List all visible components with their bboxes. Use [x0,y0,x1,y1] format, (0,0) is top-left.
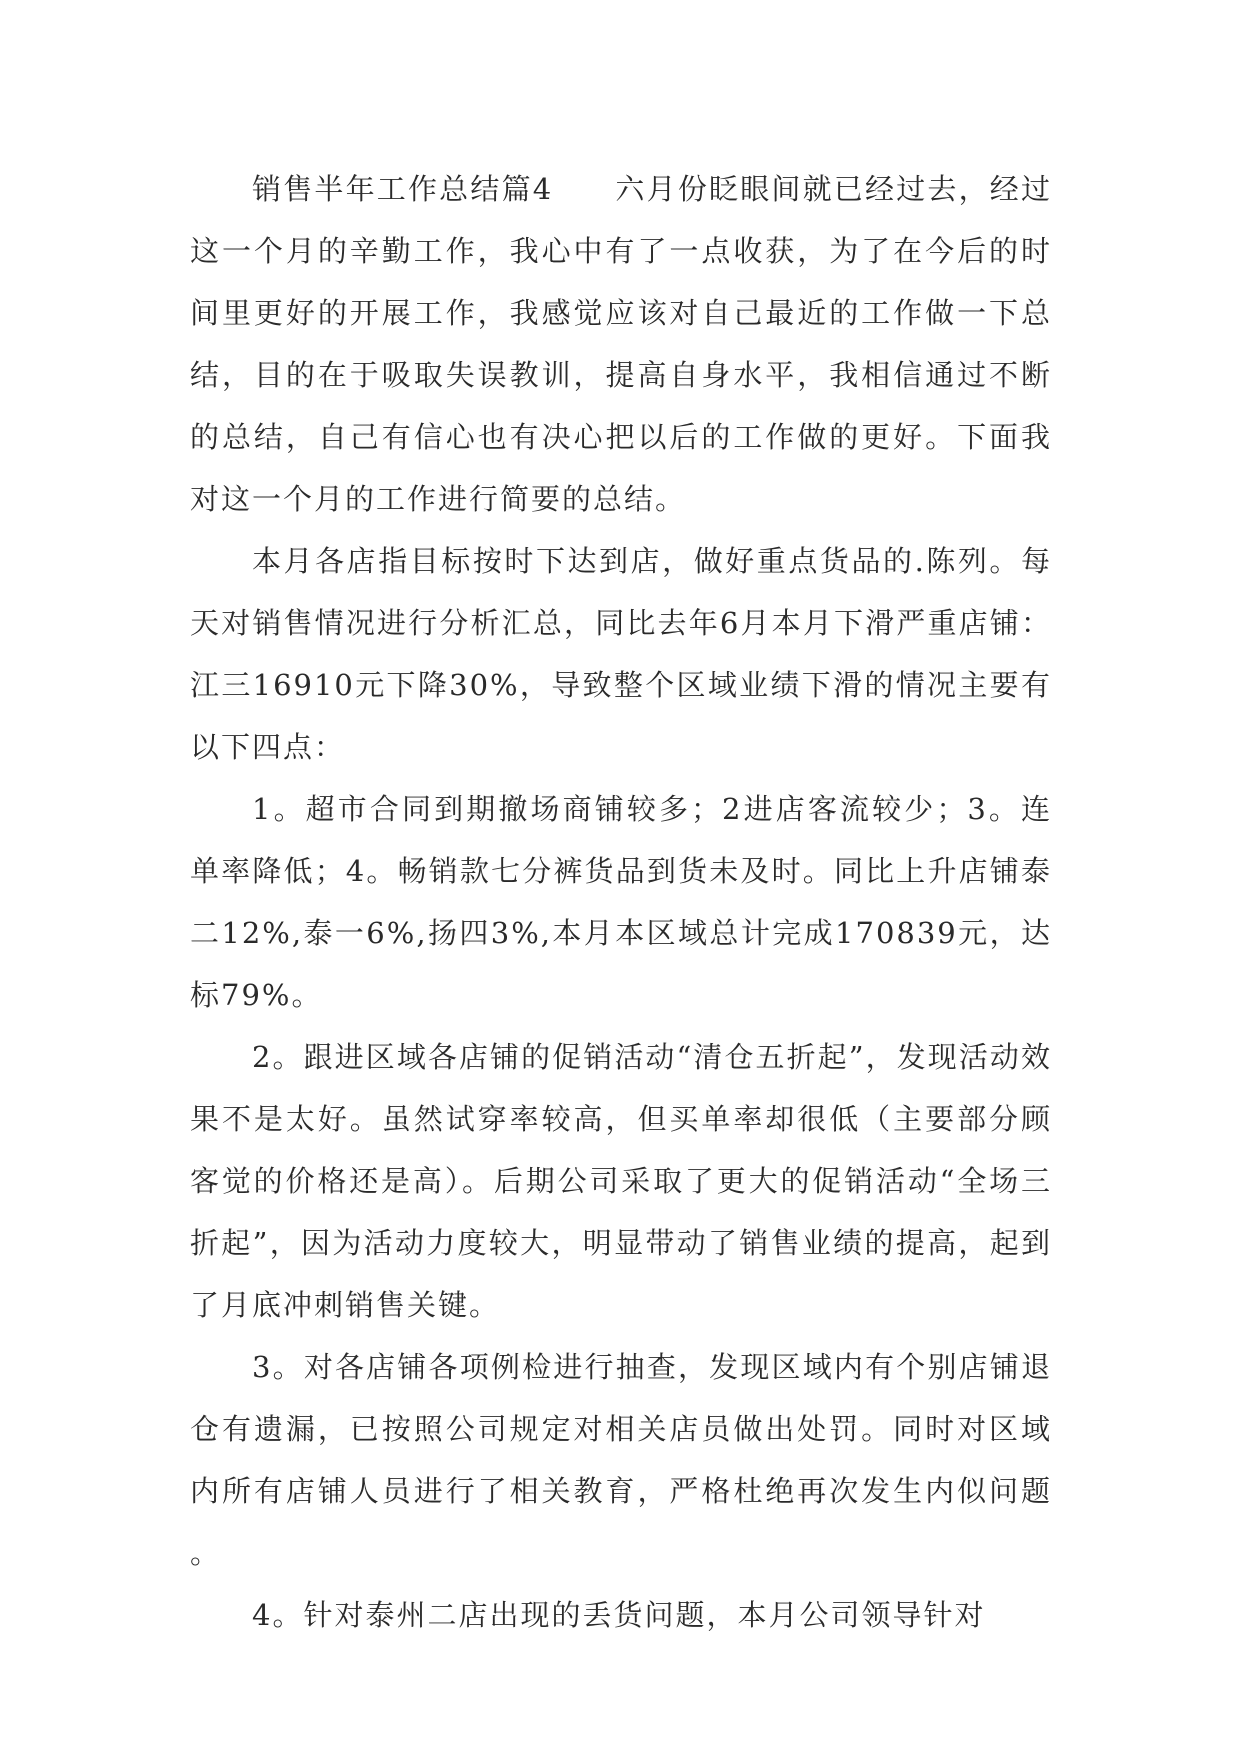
document-title: 销售半年工作总结篇4 [252,172,554,206]
paragraph: 本月各店指目标按时下达到店，做好重点货品的.陈列。每天对销售情况进行分析汇总，同比去年6月本月下滑严重店铺：江三16910元下降30%，导致整个区域业绩下滑的情况主要有以下四点： [190,544,1052,764]
document-body [190,158,1052,1646]
intro-paragraph [190,158,1052,530]
paragraph-text: 六月份眨眼间就已经过去，经过这一个月的辛勤工作，我心中有了一点收获，为了在今后的时间里更好的开展工作，我感觉应该对自己最近的工作做一下总结，目的在于吸取失误教训，提高自身水平，我相信通过不断的总结，自己有信心也有决心把以后的工作做的更好。下面我对这一个月的工作进行简要的总结。 [190,172,1052,516]
paragraph: 4。针对泰州二店出现的丢货问题，本月公司领导针对 [252,1598,986,1632]
paragraph: 1。超市合同到期撤场商铺较多；2进店客流较少；3。连单率降低；4。畅销款七分裤货品到货未及时。同比上升店铺泰二12%,泰一6%,扬四3%,本月本区域总计完成170839元，达标79%。 [190,792,1052,1012]
paragraph: 3。对各店铺各项例检进行抽查，发现区域内有个别店铺退仓有遗漏，已按照公司规定对相关店员做出处罚。同时对区域内所有店铺人员进行了相关教育，严格杜绝再次发生内似问题。 [190,1350,1052,1570]
paragraph: 2。跟进区域各店铺的促销活动“清仓五折起”，发现活动效果不是太好。虽然试穿率较高，但买单率却很低（主要部分顾客觉的价格还是高）。后期公司采取了更大的促销活动“全场三折起”，因为活动力度较大，明显带动了销售业绩的提高，起到了月底冲刺销售关键。 [190,1040,1052,1322]
